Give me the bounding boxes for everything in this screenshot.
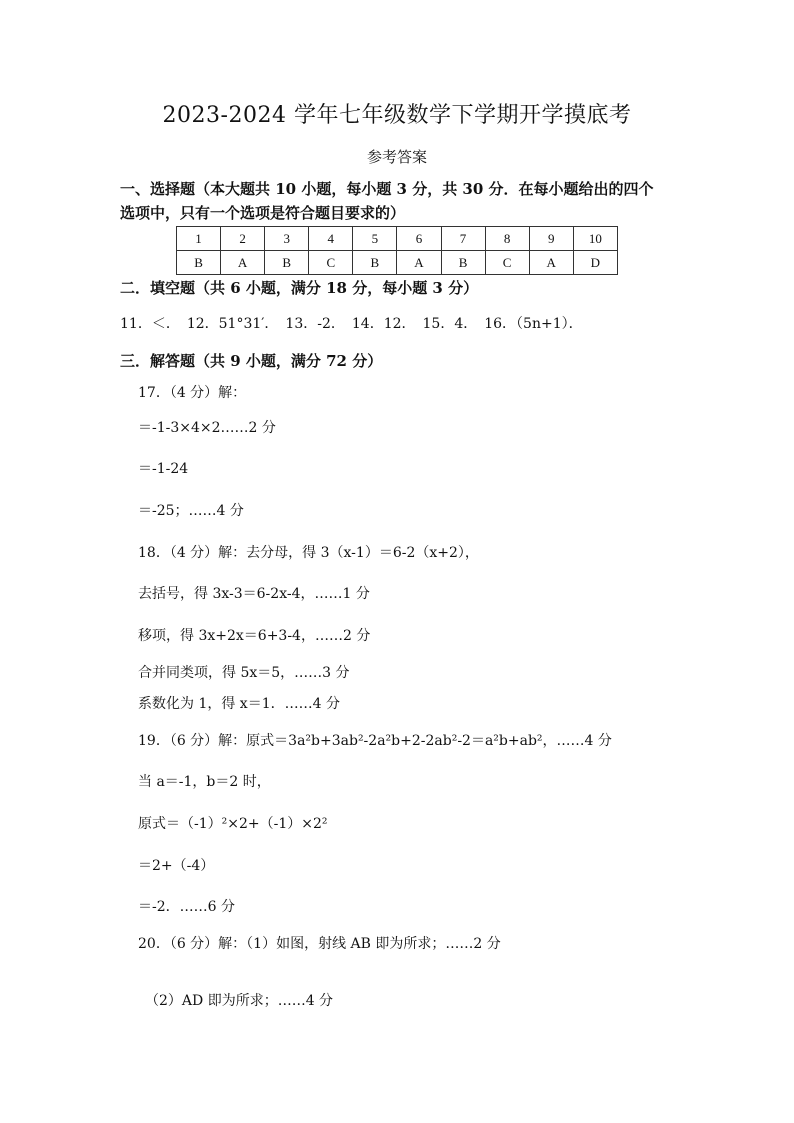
table-cell: 8 — [485, 227, 529, 251]
section1-heading-line2: 选项中，只有一个选项是符合题目要求的） — [120, 204, 406, 222]
table-cell: B — [265, 251, 309, 275]
q17-line3: ＝-1-24 — [138, 461, 189, 477]
q17-line2: ＝-1-3×4×2……2 分 — [138, 420, 276, 436]
table-cell: 3 — [265, 227, 309, 251]
section1-heading-line1: 一、选择题（本大题共 10 小题，每小题 3 分，共 30 分．在每小题给出的四个 — [120, 180, 654, 198]
table-cell: A — [529, 251, 573, 275]
table-cell: A — [221, 251, 265, 275]
table-cell: 9 — [529, 227, 573, 251]
table-cell: B — [441, 251, 485, 275]
q17-line1: 17．（4 分）解： — [138, 385, 247, 401]
table-cell: A — [397, 251, 441, 275]
table-cell: D — [573, 251, 617, 275]
table-cell: 5 — [353, 227, 397, 251]
q19-line4: ＝2+（-4） — [138, 858, 215, 874]
q18-line2: 去括号，得 3x-3＝6-2x-4，……1 分 — [138, 586, 370, 602]
table-cell: B — [177, 251, 221, 275]
fill-in-answers: 11．＜． 12．51°31′． 13．-2． 14．12． 15．4． 16．（5n+1）． — [120, 316, 583, 332]
q18-line3: 移项，得 3x+2x＝6+3-4，……2 分 — [138, 628, 371, 644]
table-cell: 6 — [397, 227, 441, 251]
choice-answer-table — [176, 226, 618, 275]
page-title: 2023-2024 学年七年级数学下学期开学摸底考 — [162, 103, 632, 128]
table-cell: 1 — [177, 227, 221, 251]
table-cell: 7 — [441, 227, 485, 251]
table-cell: 2 — [221, 227, 265, 251]
q18-line1: 18．（4 分）解：去分母，得 3（x-1）＝6-2（x+2）， — [138, 545, 479, 561]
page-subtitle: 参考答案 — [366, 148, 427, 166]
q19-line3: 原式＝（-1）²×2+（-1）×2² — [138, 816, 328, 832]
table-row-numbers — [177, 227, 618, 251]
table-row-answers — [177, 251, 618, 275]
q19-line1: 19．（6 分）解：原式＝3a²b+3ab²-2a²b+2-2ab²-2＝a²b+ab²，……4 分 — [138, 733, 612, 749]
q18-line5: 系数化为 1，得 x＝1．……4 分 — [138, 696, 340, 712]
table-cell: C — [309, 251, 353, 275]
q19-line5: ＝-2．……6 分 — [138, 899, 235, 915]
q18-line4: 合并同类项，得 5x＝5，……3 分 — [138, 665, 350, 681]
table-cell: 10 — [573, 227, 617, 251]
q17-line4: ＝-25；……4 分 — [138, 503, 244, 519]
table-cell: 4 — [309, 227, 353, 251]
section3-heading: 三．解答题（共 9 小题，满分 72 分） — [120, 352, 383, 370]
section2-heading: 二．填空题（共 6 小题，满分 18 分，每小题 3 分） — [120, 279, 479, 297]
q20-line1: 20．（6 分）解：（1）如图，射线 AB 即为所求；……2 分 — [138, 936, 501, 952]
q19-line2: 当 a＝-1，b＝2 时， — [138, 774, 271, 790]
table-cell: B — [353, 251, 397, 275]
table-cell: C — [485, 251, 529, 275]
q20-line2: （2）AD 即为所求；……4 分 — [145, 993, 334, 1009]
